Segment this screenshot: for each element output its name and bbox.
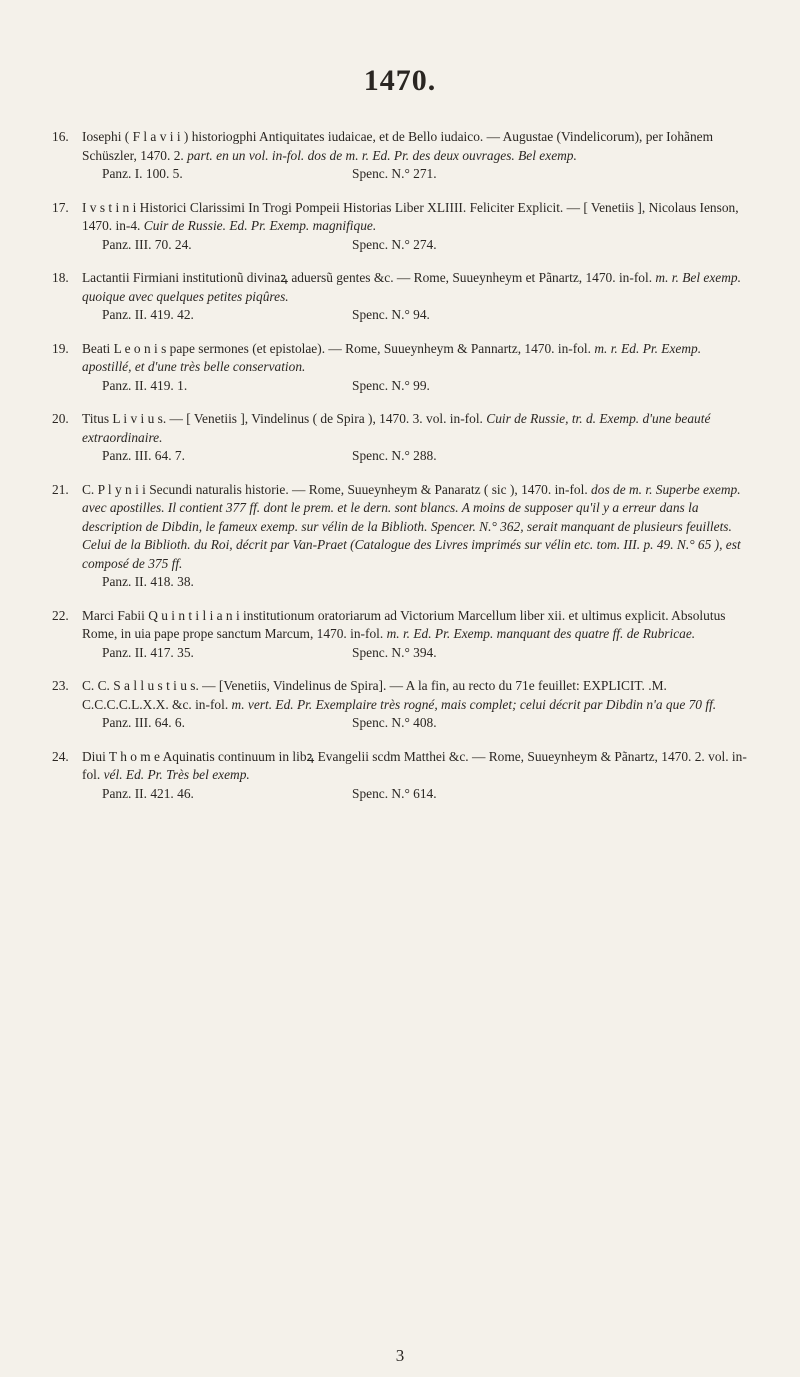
catalogue-entry [52, 410, 752, 466]
panzer-reference: Panz. II. 418. 38. [102, 574, 194, 589]
entry-description: Cuir de Russie. Ed. Pr. Exemp. magnifique. [143, 218, 377, 233]
catalogue-entry [52, 677, 752, 733]
entry-number: 21. [52, 481, 69, 497]
entry-number: 20. [52, 411, 69, 426]
catalogue-entry [52, 748, 752, 804]
panzer-reference: Panz. I. 100. 5. [102, 166, 183, 181]
entry-number: 22. [52, 607, 69, 623]
spencer-reference: Spenc. N.° 274. [352, 236, 437, 252]
entry-description: m. r. Ed. Pr. Exemp. manquant des quatre ff. de Rubricae. [386, 626, 696, 641]
catalogue-entry [52, 340, 752, 396]
panzer-reference: Panz. II. 419. 1. [102, 377, 188, 393]
entry-description: dos de m. r. Superbe exemp. avec apostilles. Il contient 377 ff. dont le prem. et le dern. sont blancs. A moins de supposer qu'il y a erreur dans la description de Dibdin, le fameux exemp. sur vélin de la Biblioth. Spencer. N.° 362, serait manquant de plusieurs feuillets. Celui de la Biblioth. du Roi, décrit par Van-Praet (Catalogue des Livres imprimés sur vélin etc. tom. III. p. 49. N.° 65 ), est composé de 375 ff. [82, 481, 741, 571]
entry-text: Marci Fabii Q u i n t i l i a n i institutionum oratoriarum ad Victorium Marcellum liber xii. et ultimus explicit. Absolutus Rome, in uia pape prope sanctum Marcum, 1470. in-fol. [82, 607, 726, 641]
entry-text: C. P l y n i i Secundi naturalis historie. — Rome, Suueynheym & Panaratz ( sic ), 1470. in-fol. [82, 481, 588, 497]
entry-description: m. r. Ed. Pr. Exemp. apostillé, et d'une très belle conservation. [82, 340, 702, 374]
catalogue-entries [52, 128, 752, 818]
entry-text: I v s t i n i Historici Clarissimi In Trogi Pompeii Historias Liber XLIIII. Feliciter Explicit. — [ Venetiis ], Nicolaus Ienson, 1470. in-4. [82, 199, 739, 233]
entry-description: m. r. Bel exemp. quoique avec quelques petites piqûres. [82, 270, 741, 304]
entry-number: 16. [52, 129, 69, 144]
entry-number: 18. [52, 270, 69, 285]
panzer-reference: Panz. II. 421. 46. [102, 785, 194, 801]
spencer-reference: Spenc. N.° 94. [352, 307, 430, 322]
entry-description: part. en un vol. in-fol. dos de m. r. Ed. Pr. des deux ouvrages. Bel exemp. [187, 147, 577, 163]
panzer-reference: Panz. III. 64. 6. [102, 715, 185, 730]
entry-number: 19. [52, 340, 69, 356]
panzer-reference: Panz. III. 70. 24. [102, 236, 192, 252]
spencer-reference: Spenc. N.° 614. [352, 785, 437, 801]
panzer-reference: Panz. II. 419. 42. [102, 307, 194, 322]
entry-description: m. vert. Ed. Pr. Exemplaire très rogné, mais complet; celui décrit par Dibdin n'a que 70 ff. [231, 696, 717, 712]
panzer-reference: Panz. II. 417. 35. [102, 644, 194, 660]
entry-text: Diui T h o m e Aquinatis continuum in libꝝ Evangelii scdm Matthei &c. — Rome, Suueynheym & Pãnartz, 1470. 2. vol. in-fol. [82, 748, 747, 782]
panzer-reference: Panz. III. 64. 7. [102, 448, 185, 463]
entry-text: Lactantii Firmiani institutionũ divinaꝝ aduersũ gentes &c. — Rome, Suueynheym et Pãnartz, 1470. in-fol. [82, 270, 653, 285]
catalogue-entry [52, 199, 752, 255]
spencer-reference: Spenc. N.° 99. [352, 377, 430, 393]
entry-description: vél. Ed. Pr. Très bel exemp. [103, 767, 250, 782]
entry-number: 23. [52, 678, 69, 693]
entry-number: 24. [52, 748, 69, 764]
catalogue-entry [52, 128, 752, 184]
entry-description: Cuir de Russie, tr. d. Exemp. d'une beauté extraordinaire. [82, 411, 711, 445]
spencer-reference: Spenc. N.° 408. [352, 715, 437, 730]
entry-text: Iosephi ( F l a v i i ) historiogphi Antiquitates iudaicae, et de Bello iudaico. — Augustae (Vindelicorum), per Iohãnem Schüszler, 1470. 2. [82, 129, 714, 163]
entry-text: C. C. S a l l u s t i u s. — [Venetiis, Vindelinus de Spira]. — A la fin, au recto du 71e feuillet: EXPLICIT. .M. C.C.C.C.L.X.X. &c. in-fol. [82, 678, 667, 712]
spencer-reference: Spenc. N.° 394. [352, 644, 437, 660]
catalogue-entry [52, 269, 752, 325]
catalogue-entry [52, 481, 752, 592]
page-number: 3 [395, 1346, 405, 1365]
entry-text: Beati L e o n i s pape sermones (et epistolae). — Rome, Suueynheym & Pannartz, 1470. in-fol. [82, 340, 591, 356]
entry-number: 17. [52, 199, 69, 215]
spencer-reference: Spenc. N.° 271. [352, 166, 437, 181]
entry-text: Titus L i v i u s. — [ Venetiis ], Vindelinus ( de Spira ), 1470. 3. vol. in-fol. [82, 411, 483, 426]
catalogue-entry [52, 607, 752, 663]
page-title: 1470. [363, 64, 437, 97]
spencer-reference: Spenc. N.° 288. [352, 448, 437, 463]
